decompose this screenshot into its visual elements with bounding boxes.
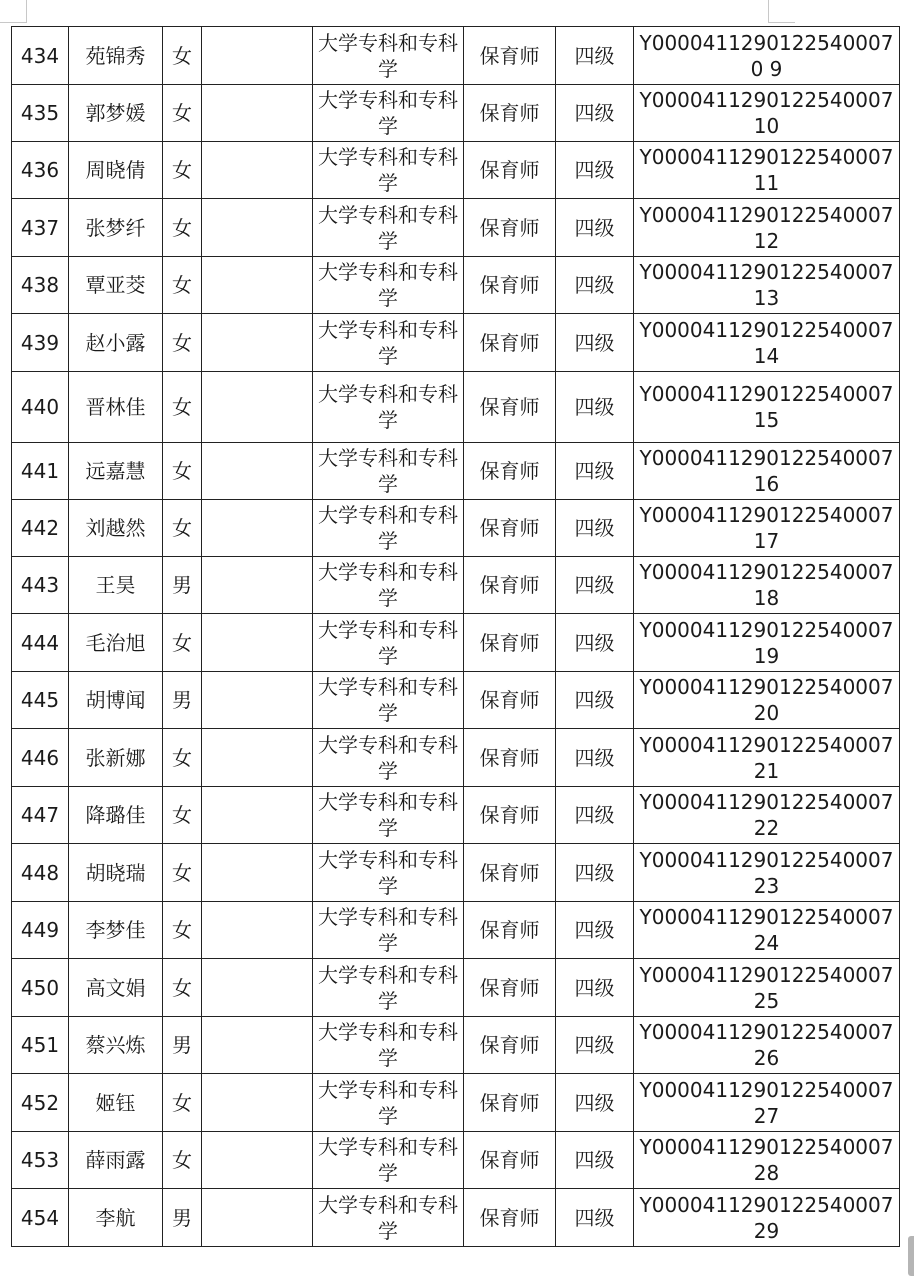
education-level: 大学专科和专科学 <box>313 672 464 729</box>
gender: 女 <box>163 199 202 257</box>
table-row <box>12 199 900 257</box>
education-level: 大学专科和专科学 <box>313 1132 464 1189</box>
person-name: 降璐佳 <box>69 787 163 844</box>
person-name: 李航 <box>69 1189 163 1247</box>
row-number: 446 <box>12 729 69 787</box>
table-row <box>12 557 900 614</box>
row-number: 447 <box>12 787 69 844</box>
table-row <box>12 314 900 372</box>
table-row <box>12 672 900 729</box>
table-row <box>12 614 900 672</box>
person-name: 薛雨露 <box>69 1132 163 1189</box>
blank-cell <box>202 729 313 787</box>
occupation: 保育师 <box>464 844 556 902</box>
certificate-number: Y0000411290122540007 15 <box>634 372 900 443</box>
gender: 男 <box>163 1189 202 1247</box>
blank-cell <box>202 85 313 142</box>
person-name: 王昊 <box>69 557 163 614</box>
gender: 女 <box>163 314 202 372</box>
gender: 女 <box>163 844 202 902</box>
row-number: 444 <box>12 614 69 672</box>
education-level: 大学专科和专科学 <box>313 1189 464 1247</box>
skill-level: 四级 <box>556 314 634 372</box>
occupation: 保育师 <box>464 199 556 257</box>
person-name: 高文娟 <box>69 959 163 1017</box>
blank-cell <box>202 1074 313 1132</box>
gender: 女 <box>163 257 202 314</box>
gender: 女 <box>163 500 202 557</box>
occupation: 保育师 <box>464 1017 556 1074</box>
certificate-number: Y0000411290122540007 11 <box>634 142 900 199</box>
roster-body <box>12 27 900 1247</box>
person-name: 郭梦媛 <box>69 85 163 142</box>
table-row <box>12 257 900 314</box>
blank-cell <box>202 1132 313 1189</box>
gender: 男 <box>163 1017 202 1074</box>
certificate-number: Y0000411290122540007 18 <box>634 557 900 614</box>
education-level: 大学专科和专科学 <box>313 902 464 959</box>
blank-cell <box>202 1189 313 1247</box>
occupation: 保育师 <box>464 672 556 729</box>
row-number: 434 <box>12 27 69 85</box>
person-name: 胡博闻 <box>69 672 163 729</box>
row-number: 438 <box>12 257 69 314</box>
skill-level: 四级 <box>556 1017 634 1074</box>
blank-cell <box>202 614 313 672</box>
table-row <box>12 1132 900 1189</box>
skill-level: 四级 <box>556 1074 634 1132</box>
gender: 女 <box>163 85 202 142</box>
table-row <box>12 844 900 902</box>
education-level: 大学专科和专科学 <box>313 557 464 614</box>
person-name: 覃亚茭 <box>69 257 163 314</box>
person-name: 赵小露 <box>69 314 163 372</box>
table-row <box>12 902 900 959</box>
skill-level: 四级 <box>556 199 634 257</box>
person-name: 晋林佳 <box>69 372 163 443</box>
education-level: 大学专科和专科学 <box>313 500 464 557</box>
certificate-number: Y0000411290122540007 13 <box>634 257 900 314</box>
row-number: 439 <box>12 314 69 372</box>
person-name: 刘越然 <box>69 500 163 557</box>
gender: 女 <box>163 1132 202 1189</box>
certificate-roster-table <box>11 26 900 1247</box>
skill-level: 四级 <box>556 27 634 85</box>
person-name: 周晓倩 <box>69 142 163 199</box>
table-row <box>12 1074 900 1132</box>
education-level: 大学专科和专科学 <box>313 614 464 672</box>
skill-level: 四级 <box>556 844 634 902</box>
occupation: 保育师 <box>464 1074 556 1132</box>
blank-cell <box>202 372 313 443</box>
occupation: 保育师 <box>464 500 556 557</box>
certificate-number: Y0000411290122540007 20 <box>634 672 900 729</box>
table-row <box>12 85 900 142</box>
skill-level: 四级 <box>556 557 634 614</box>
person-name: 姬钰 <box>69 1074 163 1132</box>
occupation: 保育师 <box>464 372 556 443</box>
skill-level: 四级 <box>556 85 634 142</box>
row-number: 442 <box>12 500 69 557</box>
occupation: 保育师 <box>464 614 556 672</box>
skill-level: 四级 <box>556 372 634 443</box>
gender: 女 <box>163 443 202 500</box>
row-number: 452 <box>12 1074 69 1132</box>
table-row <box>12 729 900 787</box>
gender: 女 <box>163 787 202 844</box>
skill-level: 四级 <box>556 787 634 844</box>
blank-cell <box>202 1017 313 1074</box>
occupation: 保育师 <box>464 1132 556 1189</box>
certificate-number: Y0000411290122540007 10 <box>634 85 900 142</box>
education-level: 大学专科和专科学 <box>313 372 464 443</box>
skill-level: 四级 <box>556 672 634 729</box>
blank-cell <box>202 844 313 902</box>
skill-level: 四级 <box>556 500 634 557</box>
education-level: 大学专科和专科学 <box>313 314 464 372</box>
occupation: 保育师 <box>464 787 556 844</box>
occupation: 保育师 <box>464 729 556 787</box>
gender: 女 <box>163 27 202 85</box>
row-number: 440 <box>12 372 69 443</box>
skill-level: 四级 <box>556 257 634 314</box>
gender: 男 <box>163 672 202 729</box>
gender: 女 <box>163 902 202 959</box>
certificate-number: Y0000411290122540007 17 <box>634 500 900 557</box>
blank-cell <box>202 500 313 557</box>
blank-cell <box>202 787 313 844</box>
row-number: 445 <box>12 672 69 729</box>
blank-cell <box>202 902 313 959</box>
certificate-number: Y0000411290122540007 27 <box>634 1074 900 1132</box>
skill-level: 四级 <box>556 614 634 672</box>
table-row <box>12 27 900 85</box>
education-level: 大学专科和专科学 <box>313 257 464 314</box>
skill-level: 四级 <box>556 443 634 500</box>
certificate-number: Y0000411290122540007 14 <box>634 314 900 372</box>
person-name: 毛治旭 <box>69 614 163 672</box>
occupation: 保育师 <box>464 142 556 199</box>
table-row <box>12 142 900 199</box>
occupation: 保育师 <box>464 557 556 614</box>
blank-cell <box>202 557 313 614</box>
skill-level: 四级 <box>556 729 634 787</box>
gender: 女 <box>163 142 202 199</box>
table-row <box>12 372 900 443</box>
occupation: 保育师 <box>464 27 556 85</box>
certificate-number: Y0000411290122540007 23 <box>634 844 900 902</box>
blank-cell <box>202 672 313 729</box>
gender: 女 <box>163 959 202 1017</box>
certificate-number: Y0000411290122540007 22 <box>634 787 900 844</box>
certificate-number: Y0000411290122540007 26 <box>634 1017 900 1074</box>
row-number: 450 <box>12 959 69 1017</box>
certificate-number: Y0000411290122540007 19 <box>634 614 900 672</box>
education-level: 大学专科和专科学 <box>313 27 464 85</box>
certificate-number: Y0000411290122540007 24 <box>634 902 900 959</box>
table-row <box>12 443 900 500</box>
blank-cell <box>202 443 313 500</box>
skill-level: 四级 <box>556 1189 634 1247</box>
gender: 女 <box>163 614 202 672</box>
occupation: 保育师 <box>464 959 556 1017</box>
table-row <box>12 1017 900 1074</box>
gender: 女 <box>163 729 202 787</box>
table-row <box>12 959 900 1017</box>
blank-cell <box>202 199 313 257</box>
education-level: 大学专科和专科学 <box>313 1074 464 1132</box>
certificate-number: Y0000411290122540007 21 <box>634 729 900 787</box>
blank-cell <box>202 142 313 199</box>
occupation: 保育师 <box>464 443 556 500</box>
gender: 男 <box>163 557 202 614</box>
page-corner-mark-right <box>768 0 795 23</box>
person-name: 胡晓瑞 <box>69 844 163 902</box>
skill-level: 四级 <box>556 902 634 959</box>
education-level: 大学专科和专科学 <box>313 85 464 142</box>
row-number: 436 <box>12 142 69 199</box>
person-name: 苑锦秀 <box>69 27 163 85</box>
education-level: 大学专科和专科学 <box>313 199 464 257</box>
certificate-number: Y0000411290122540007 25 <box>634 959 900 1017</box>
person-name: 张梦纤 <box>69 199 163 257</box>
gender: 女 <box>163 372 202 443</box>
education-level: 大学专科和专科学 <box>313 729 464 787</box>
blank-cell <box>202 314 313 372</box>
education-level: 大学专科和专科学 <box>313 959 464 1017</box>
row-number: 448 <box>12 844 69 902</box>
education-level: 大学专科和专科学 <box>313 1017 464 1074</box>
skill-level: 四级 <box>556 142 634 199</box>
person-name: 李梦佳 <box>69 902 163 959</box>
row-number: 449 <box>12 902 69 959</box>
page-corner-mark-left <box>0 0 27 23</box>
skill-level: 四级 <box>556 1132 634 1189</box>
certificate-number: Y0000411290122540007 29 <box>634 1189 900 1247</box>
table-row <box>12 1189 900 1247</box>
education-level: 大学专科和专科学 <box>313 787 464 844</box>
person-name: 远嘉慧 <box>69 443 163 500</box>
scrollbar-thumb[interactable] <box>908 1236 914 1276</box>
person-name: 蔡兴炼 <box>69 1017 163 1074</box>
education-level: 大学专科和专科学 <box>313 142 464 199</box>
education-level: 大学专科和专科学 <box>313 443 464 500</box>
row-number: 454 <box>12 1189 69 1247</box>
certificate-number: Y00004112901225400070 9 <box>634 27 900 85</box>
row-number: 443 <box>12 557 69 614</box>
row-number: 435 <box>12 85 69 142</box>
education-level: 大学专科和专科学 <box>313 844 464 902</box>
gender: 女 <box>163 1074 202 1132</box>
row-number: 441 <box>12 443 69 500</box>
blank-cell <box>202 959 313 1017</box>
row-number: 453 <box>12 1132 69 1189</box>
skill-level: 四级 <box>556 959 634 1017</box>
certificate-number: Y0000411290122540007 16 <box>634 443 900 500</box>
occupation: 保育师 <box>464 902 556 959</box>
table-row <box>12 787 900 844</box>
occupation: 保育师 <box>464 85 556 142</box>
occupation: 保育师 <box>464 1189 556 1247</box>
row-number: 451 <box>12 1017 69 1074</box>
certificate-number: Y0000411290122540007 12 <box>634 199 900 257</box>
occupation: 保育师 <box>464 314 556 372</box>
blank-cell <box>202 27 313 85</box>
blank-cell <box>202 257 313 314</box>
row-number: 437 <box>12 199 69 257</box>
table-row <box>12 500 900 557</box>
person-name: 张新娜 <box>69 729 163 787</box>
occupation: 保育师 <box>464 257 556 314</box>
certificate-number: Y0000411290122540007 28 <box>634 1132 900 1189</box>
